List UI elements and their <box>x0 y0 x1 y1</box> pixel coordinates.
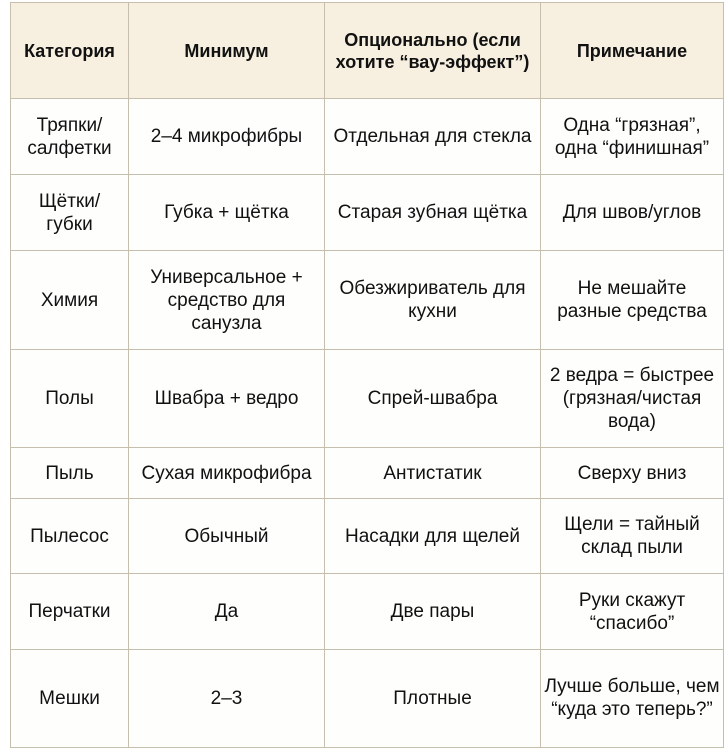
cell-optional: Насадки для щелей <box>325 499 541 574</box>
header-minimum: Минимум <box>129 3 325 99</box>
table-row <box>11 499 724 574</box>
cell-note: Лучше больше, чем “куда это теперь?” <box>541 649 724 747</box>
table-body <box>11 99 724 748</box>
table-row <box>11 574 724 649</box>
cell-note: Руки скажут “спасибо” <box>541 574 724 649</box>
table-row <box>11 349 724 447</box>
cell-note: 2 ведра = быстрее (грязная/чистая вода) <box>541 349 724 447</box>
cell-note: Сверху вниз <box>541 448 724 499</box>
header-row <box>11 3 724 99</box>
cell-note: Для швов/углов <box>541 175 724 251</box>
cell-category: Химия <box>11 251 129 349</box>
cell-optional: Отдельная для стекла <box>325 99 541 175</box>
cell-minimum: 2–4 микрофибры <box>129 99 325 175</box>
cell-optional: Антистатик <box>325 448 541 499</box>
cell-note: Щели = тайный склад пыли <box>541 499 724 574</box>
cell-optional: Обезжириватель для кухни <box>325 251 541 349</box>
cell-optional: Две пары <box>325 574 541 649</box>
table-row <box>11 251 724 349</box>
table-row <box>11 448 724 499</box>
cell-minimum: Да <box>129 574 325 649</box>
table-row <box>11 99 724 175</box>
cell-optional: Плотные <box>325 649 541 747</box>
cell-category: Полы <box>11 349 129 447</box>
cell-optional: Старая зубная щётка <box>325 175 541 251</box>
cell-minimum: Сухая микрофибра <box>129 448 325 499</box>
cell-category: Тряпки/ салфетки <box>11 99 129 175</box>
cell-category: Пылесос <box>11 499 129 574</box>
header-optional: Опционально (если хотите “вау-эффект”) <box>325 3 541 99</box>
supplies-table-container <box>10 2 723 748</box>
cell-minimum: 2–3 <box>129 649 325 747</box>
cell-minimum: Универсальное + средство для санузла <box>129 251 325 349</box>
cell-category: Перчатки <box>11 574 129 649</box>
cell-minimum: Обычный <box>129 499 325 574</box>
cell-category: Щётки/ губки <box>11 175 129 251</box>
table-header <box>11 3 724 99</box>
cell-note: Не мешайте разные средства <box>541 251 724 349</box>
cell-minimum: Швабра + ведро <box>129 349 325 447</box>
cell-category: Пыль <box>11 448 129 499</box>
cell-minimum: Губка + щётка <box>129 175 325 251</box>
table-row <box>11 649 724 747</box>
header-note: Примечание <box>541 3 724 99</box>
cell-optional: Спрей-швабра <box>325 349 541 447</box>
header-category: Категория <box>11 3 129 99</box>
supplies-table <box>10 2 724 748</box>
table-row <box>11 175 724 251</box>
cell-note: Одна “грязная”, одна “финишная” <box>541 99 724 175</box>
cell-category: Мешки <box>11 649 129 747</box>
